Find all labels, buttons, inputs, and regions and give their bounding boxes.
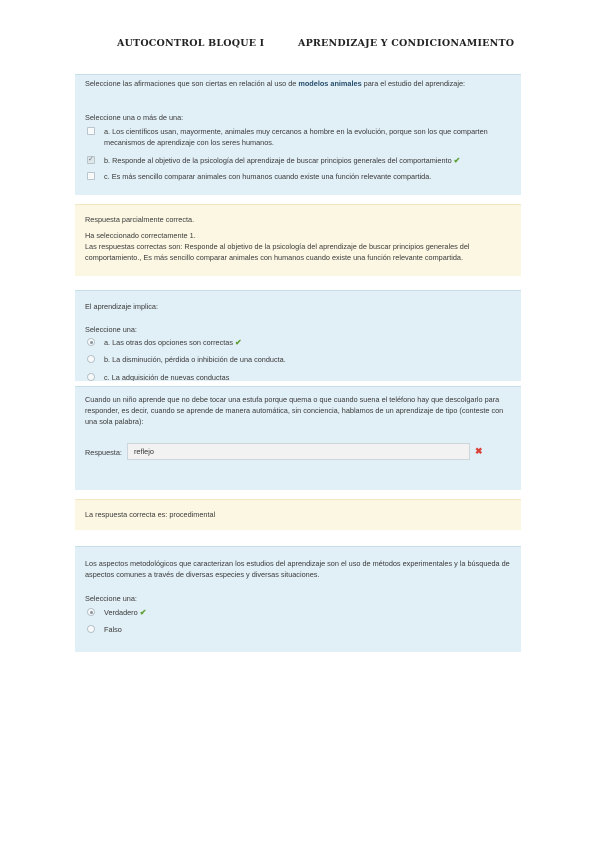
radio[interactable] [87, 373, 95, 381]
feedback-1-count: Ha seleccionado correctamente 1. [85, 231, 196, 240]
header-title-right: APRENDIZAJE Y CONDICIONAMIENTO [298, 38, 515, 49]
checkbox-checked[interactable] [87, 156, 95, 164]
question-1-card [75, 74, 521, 195]
check-icon: ✔ [234, 338, 242, 347]
question-2-option-a[interactable]: a. Las otras dos opciones son correctas ✔ [87, 337, 513, 348]
check-icon: ✔ [139, 608, 147, 617]
feedback-3-correct-answer: La respuesta correcta es: procedimental [85, 510, 216, 519]
question-2-card [75, 290, 521, 381]
question-1-option-a[interactable]: a. Los científicos usan, mayormente, animales muy cercanos a hombre en la evolución, porque son los que comparten mecanismos de aprendizaje con los seres humanos. [87, 126, 513, 148]
question-4-card [75, 546, 521, 652]
checkbox[interactable] [87, 172, 95, 180]
question-2-option-c[interactable]: c. La adquisición de nuevas conductas [87, 372, 513, 381]
question-2-option-b[interactable]: b. La disminución, pérdida o inhibición de una conducta. [87, 354, 513, 365]
check-icon: ✔ [453, 156, 461, 165]
question-4-instruction: Seleccione una: [85, 594, 137, 603]
radio[interactable] [87, 625, 95, 633]
question-1-instruction: Seleccione una o más de una: [85, 113, 184, 122]
answer-input[interactable]: reflejo [127, 443, 470, 460]
question-4-option-false[interactable]: Falso [87, 624, 513, 635]
radio[interactable] [87, 355, 95, 363]
feedback-1-status: Respuesta parcialmente correcta. [85, 215, 195, 224]
question-2-prompt: El aprendizaje implica: [85, 302, 159, 311]
question-1-prompt: Seleccione las afirmaciones que son ciertas en relación al uso de modelos animales para el estudio del aprendizaje: [85, 79, 466, 88]
header-title-left: AUTOCONTROL BLOQUE I [117, 38, 265, 49]
answer-label: Respuesta: [85, 448, 122, 457]
question-4-prompt: Los aspectos metodológicos que caracterizan los estudios del aprendizaje son el uso de métodos experimentales y la búsqueda de aspectos comunes a través de diversas especies y diversas situaciones. [85, 559, 510, 579]
question-1-option-c[interactable]: c. Es más sencillo comparar animales con humanos cuando existe una función relevante compartida. [87, 171, 513, 182]
radio-selected[interactable] [87, 338, 95, 346]
question-4-option-true[interactable]: Verdadero ✔ [87, 607, 513, 618]
radio-selected[interactable] [87, 608, 95, 616]
question-2-instruction: Seleccione una: [85, 325, 137, 334]
feedback-1-correct-answers: Las respuestas correctas son: Responde al objetivo de la psicología del aprendizaje de buscar principios generales del comportamiento., Es más sencillo comparar animales con humanos cuando existe una función relevante compartida. [85, 242, 470, 262]
question-1-option-b[interactable]: ✓ b. Responde al objetivo de la psicología del aprendizaje de buscar principios generales del comportamiento ✔ [87, 155, 513, 166]
question-3-card [75, 386, 521, 490]
feedback-1-card [75, 204, 521, 276]
question-3-prompt: Cuando un niño aprende que no debe tocar una estufa porque quema o que cuando suena el teléfono hay que descolgarlo para responder, es decir, cuando se aprende de manera automática, sin conciencia, hablamos de un aprendizaje de tipo (conteste con una sola palabra): [85, 395, 504, 426]
cross-icon: ✖ [475, 446, 483, 456]
feedback-3-card [75, 499, 521, 530]
checkbox[interactable] [87, 127, 95, 135]
